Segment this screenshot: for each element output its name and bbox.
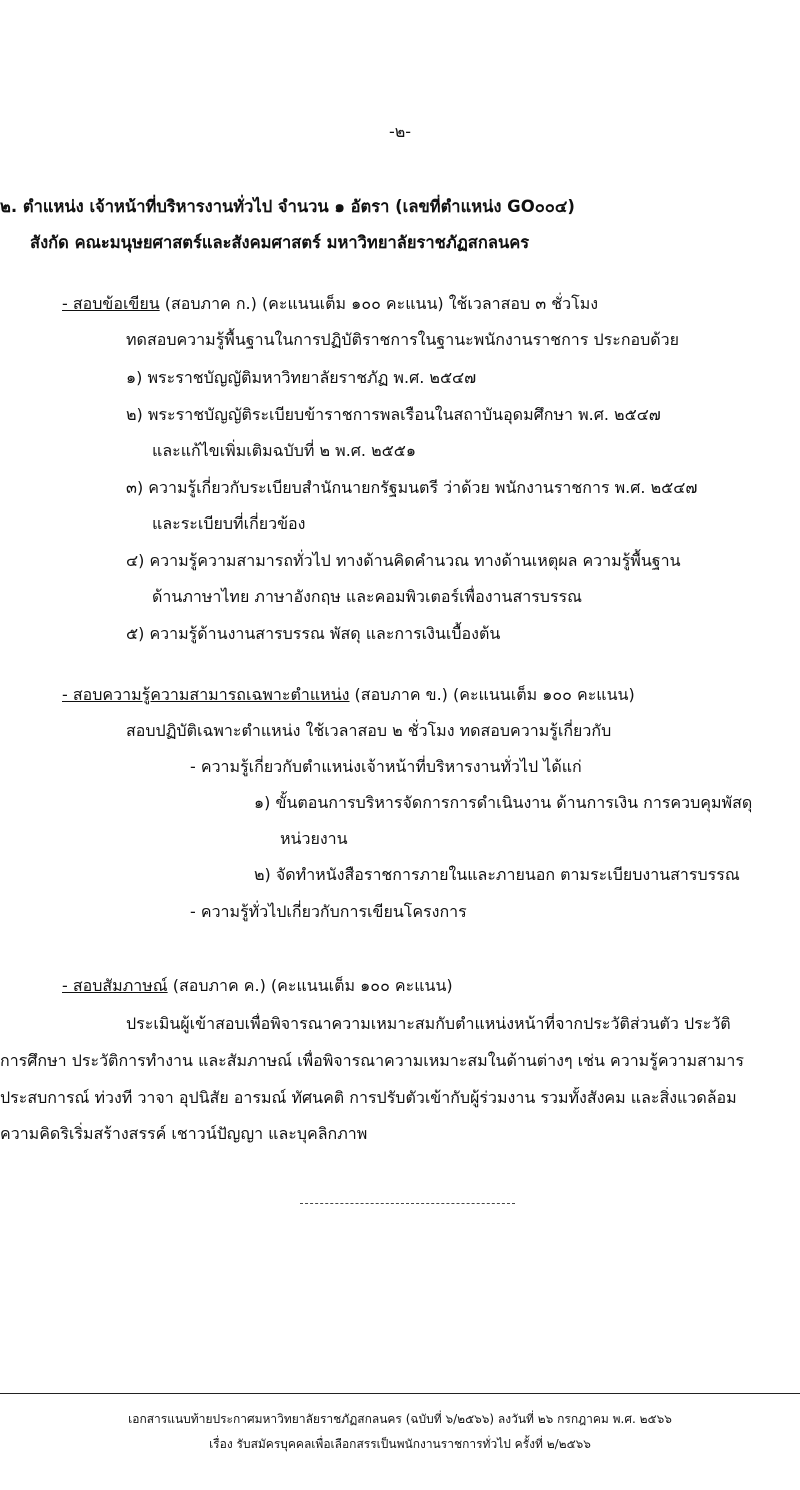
interview-title: - สอบสัมภาษณ์ xyxy=(62,976,168,995)
written-exam-item-cont: และระเบียบที่เกี่ยวข้อง xyxy=(152,514,306,533)
interview-paragraph-line: ความคิดริเริ่มสร้างสรรค์ เชาวน์ปัญญา และบุคลิกภาพ xyxy=(0,1124,368,1143)
written-exam-item: ๔) ความรู้ความสามารถทั่วไป ทางด้านคิดคำนวณ ทางด้านเหตุผล ความรู้พื้นฐาน xyxy=(126,551,681,570)
interview-detail: (สอบภาค ค.) (คะแนนเต็ม ๑๐๐ คะแนน) xyxy=(167,976,453,995)
footer-line: เอกสารแนบท้ายประกาศมหาวิทยาลัยราชภัฏสกลนคร (ฉบับที่ ๖/๒๕๖๖) ลงวันที่ ๒๖ กรกฎาคม พ.ศ. ๒๕๖๖ xyxy=(128,1412,672,1426)
specific-exam-sub-item: ๑) ขั้นตอนการบริหารจัดการการดำเนินงาน ด้านการเงิน การควบคุมพัสดุ xyxy=(254,793,753,812)
footer-rule xyxy=(0,1393,800,1394)
position-subheading: สังกัด คณะมนุษยศาสตร์และสังคมศาสตร์ มหาวิทยาลัยราชภัฏสกลนคร xyxy=(30,233,530,252)
written-exam-title: - สอบข้อเขียน xyxy=(62,294,160,313)
written-exam-item: ๓) ความรู้เกี่ยวกับระเบียบสำนักนายกรัฐมนตรี ว่าด้วย พนักงานราชการ พ.ศ. ๒๕๔๗ xyxy=(126,478,698,497)
written-exam-line xyxy=(62,293,598,315)
written-exam-item: ๕) ความรู้ด้านงานสารบรรณ พัสดุ และการเงินเบื้องต้น xyxy=(126,624,501,643)
specific-exam-line xyxy=(62,684,635,706)
specific-exam-sub: - ความรู้เกี่ยวกับตำแหน่งเจ้าหน้าที่บริหารงานทั่วไป ได้แก่ xyxy=(190,757,582,776)
written-exam-item-cont: และแก้ไขเพิ่มเติมฉบับที่ ๒ พ.ศ. ๒๕๕๑ xyxy=(152,441,417,460)
interview-paragraph-line: ประเมินผู้เข้าสอบเพื่อพิจารณาความเหมาะสมกับตำแหน่งหน้าที่จากประวัติส่วนตัว ประวัติ xyxy=(126,1014,731,1033)
specific-exam-intro: สอบปฏิบัติเฉพาะตำแหน่ง ใช้เวลาสอบ ๒ ชั่วโมง ทดสอบความรู้เกี่ยวกับ xyxy=(126,721,612,740)
footer-line: เรื่อง รับสมัครบุคคลเพื่อเลือกสรรเป็นพนักงานราชการทั่วไป ครั้งที่ ๒/๒๕๖๖ xyxy=(209,1437,591,1451)
specific-exam-title: - สอบความรู้ความสามารถเฉพาะตำแหน่ง xyxy=(62,685,350,704)
specific-exam-sub-item: ๒) จัดทำหนังสือราชการภายในและภายนอก ตามระเบียบงานสารบรรณ xyxy=(254,865,740,884)
page-number: -๒- xyxy=(388,122,412,141)
written-exam-item: ๒) พระราชบัญญัติระเบียบข้าราชการพลเรือนในสถาบันอุดมศึกษา พ.ศ. ๒๕๔๗ xyxy=(126,405,661,424)
written-exam-item: ๑) พระราชบัญญัติมหาวิทยาลัยราชภัฏ พ.ศ. ๒๕๔๗ xyxy=(126,368,477,387)
interview-paragraph-line: การศึกษา ประวัติการทำงาน และสัมภาษณ์ เพื่อพิจารณาความเหมาะสมในด้านต่างๆ เช่น ความรู้ความสามาร xyxy=(0,1051,744,1070)
interview-line xyxy=(62,975,453,997)
interview-paragraph-line: ประสบการณ์ ท่วงที วาจา อุปนิสัย อารมณ์ ทัศนคติ การปรับตัวเข้ากับผู้ร่วมงาน รวมทั้งสังคม และสิ่งแวดล้อม xyxy=(0,1088,737,1107)
written-exam-item-cont: ด้านภาษาไทย ภาษาอังกฤษ และคอมพิวเตอร์เพื่องานสารบรรณ xyxy=(152,587,582,606)
written-exam-detail: (สอบภาค ก.) (คะแนนเต็ม ๑๐๐ คะแนน) ใช้เวลาสอบ ๓ ชั่วโมง xyxy=(159,294,599,313)
written-exam-intro: ทดสอบความรู้พื้นฐานในการปฏิบัติราชการในฐานะพนักงานราชการ ประกอบด้วย xyxy=(126,330,680,349)
section-end-separator xyxy=(300,1203,515,1204)
specific-exam-sub: - ความรู้ทั่วไปเกี่ยวกับการเขียนโครงการ xyxy=(190,902,467,921)
position-heading: ๒. ตำแหน่ง เจ้าหน้าที่บริหารงานทั่วไป จำนวน ๑ อัตรา (เลขที่ตำแหน่ง GO๐๐๔) xyxy=(0,197,575,216)
specific-exam-sub-item-cont: หน่วยงาน xyxy=(280,829,348,848)
specific-exam-detail: (สอบภาค ข.) (คะแนนเต็ม ๑๐๐ คะแนน) xyxy=(349,685,635,704)
